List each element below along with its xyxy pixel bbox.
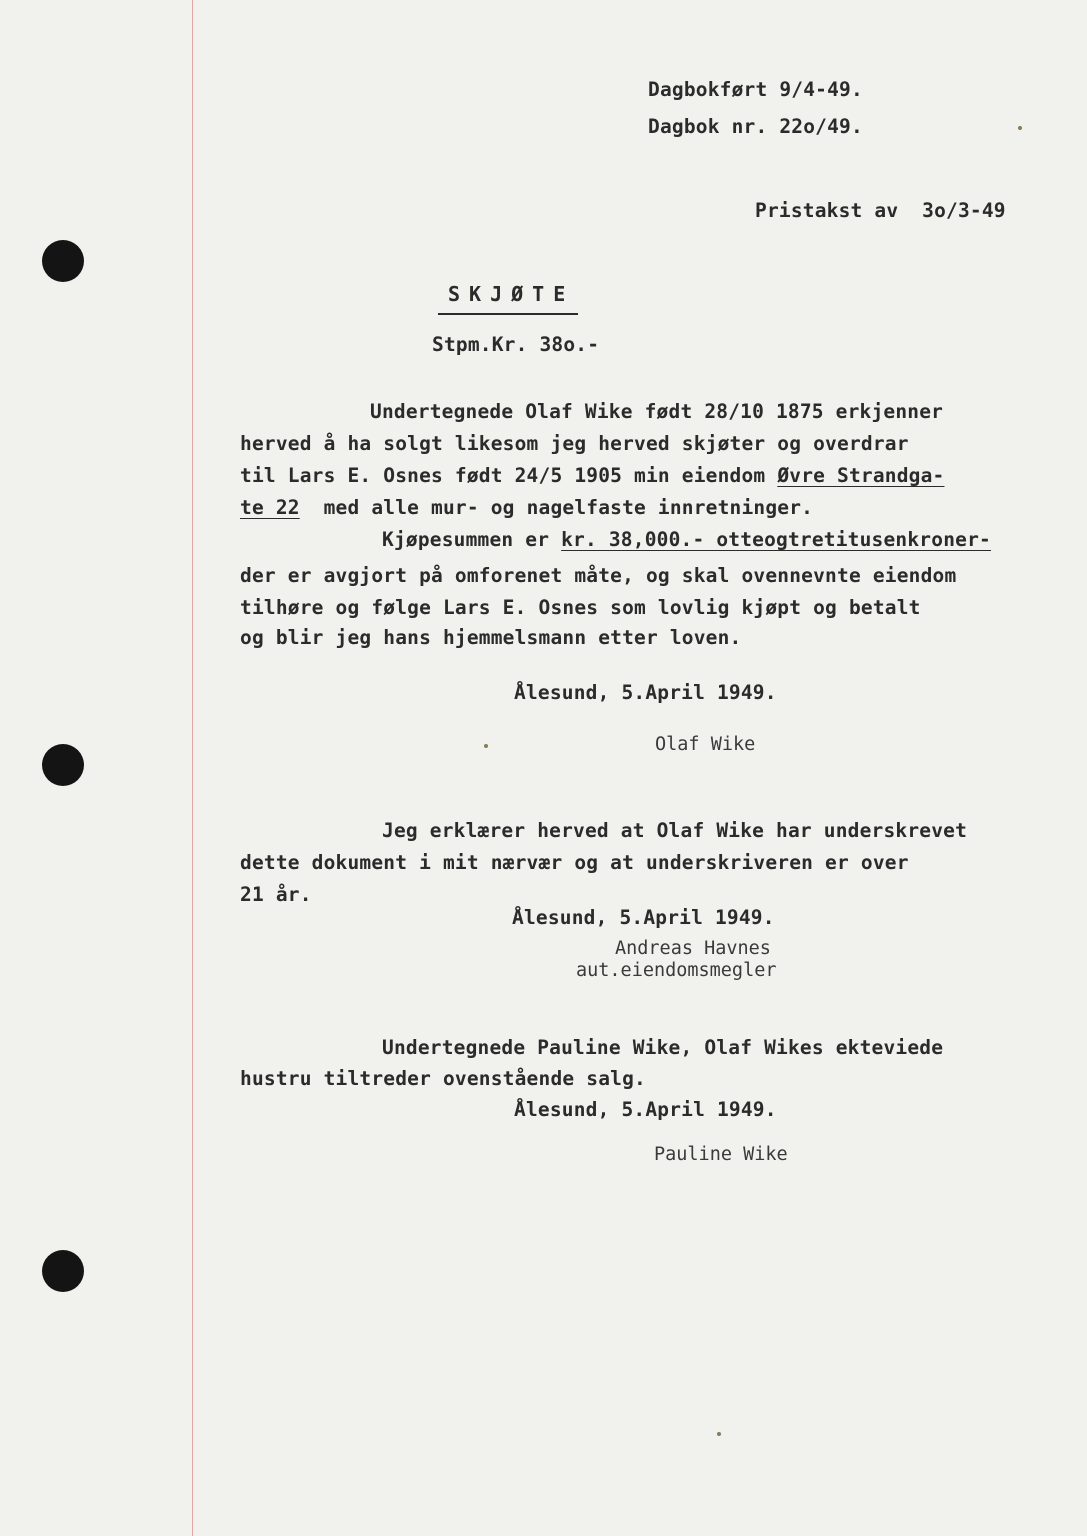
pristakst-line: Pristakst av 3o/3-49 [755, 199, 1006, 222]
punch-hole-top [42, 240, 84, 282]
property-address-underlined: te 22 [240, 496, 300, 519]
body-line: herved å ha solgt likesom jeg herved skjøter og overdrar [240, 432, 909, 455]
signature-pauline-wike: Pauline Wike [654, 1144, 788, 1165]
title-underline [438, 313, 578, 315]
body-line: og blir jeg hans hjemmelsmann etter loven. [240, 626, 742, 649]
purchase-sum-underlined: kr. 38,000.- otteogtretitusenkroner- [561, 528, 991, 551]
dagbok-fort-line: Dagbokført 9/4-49. [648, 78, 863, 101]
consent-line: Undertegnede Pauline Wike, Olaf Wikes ekteviede [382, 1036, 944, 1059]
witness-line: Jeg erklærer herved at Olaf Wike har underskrevet [382, 819, 968, 842]
body-text: med alle mur- og nagelfaste innretninger. [299, 496, 814, 519]
place-date: Ålesund, 5.April 1949. [512, 906, 775, 929]
paper-speck [484, 744, 488, 748]
property-address-underlined: Øvre Strandga- [777, 464, 945, 487]
consent-line: hustru tiltreder ovenstående salg. [240, 1067, 646, 1090]
body-line: der er avgjort på omforenet måte, og skal ovennevnte eiendom [240, 564, 957, 587]
punch-hole-bottom [42, 1250, 84, 1292]
signature-olaf-wike: Olaf Wike [655, 734, 756, 755]
body-text: Kjøpesummen er [382, 528, 562, 551]
body-text: til Lars E. Osnes født 24/5 1905 min eiendom [240, 464, 778, 487]
body-line [382, 530, 991, 550]
witness-line: dette dokument i mit nærvær og at underskriveren er over [240, 851, 909, 874]
margin-rule [192, 0, 193, 1536]
body-line: Undertegnede Olaf Wike født 28/10 1875 erkjenner [370, 400, 944, 423]
body-line [240, 498, 813, 518]
punch-hole-middle [42, 744, 84, 786]
body-line [240, 466, 944, 486]
place-date: Ålesund, 5.April 1949. [514, 681, 777, 704]
paper-speck [717, 1432, 721, 1436]
dagbok-nr-line: Dagbok nr. 22o/49. [648, 115, 863, 138]
document-title: SKJØTE [448, 282, 575, 306]
paper-speck [1018, 126, 1022, 130]
stamp-duty-line: Stpm.Kr. 38o.- [432, 333, 600, 356]
witness-role: aut.eiendomsmegler [576, 960, 777, 981]
witness-name: Andreas Havnes [615, 938, 771, 959]
witness-line: 21 år. [240, 883, 312, 906]
body-line: tilhøre og følge Lars E. Osnes som lovlig kjøpt og betalt [240, 596, 921, 619]
place-date: Ålesund, 5.April 1949. [514, 1098, 777, 1121]
